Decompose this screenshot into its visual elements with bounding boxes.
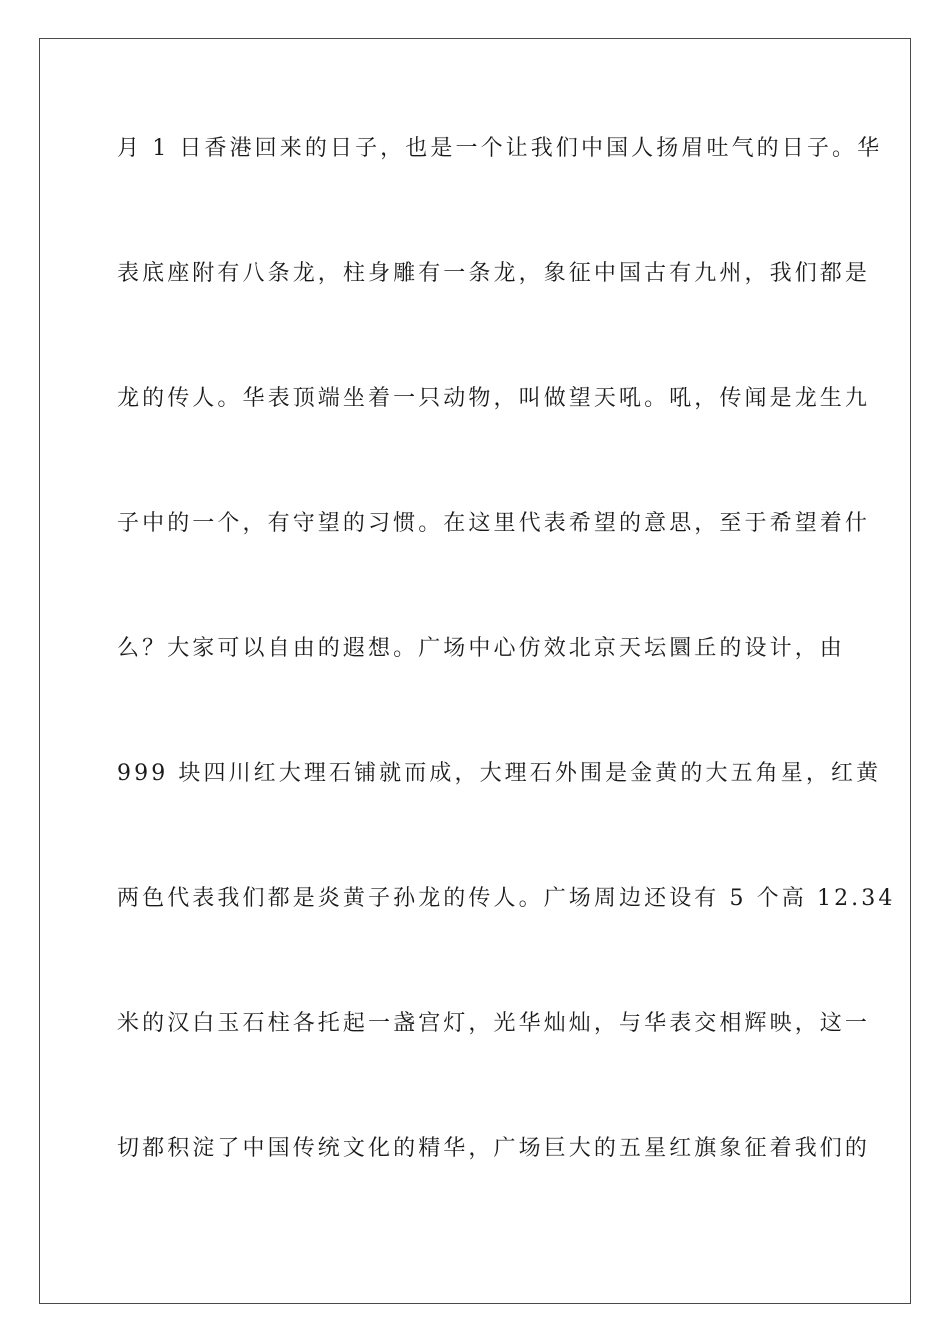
text-line: 月 1 日香港回来的日子，也是一个让我们中国人扬眉吐气的日子。华 xyxy=(117,136,883,161)
text-line: 表底座附有八条龙，柱身雕有一条龙，象征中国古有九州，我们都是 xyxy=(117,261,871,286)
text-line: 么？大家可以自由的遐想。广场中心仿效北京天坛圜丘的设计，由 xyxy=(117,636,845,661)
document-body-text xyxy=(117,128,896,1253)
text-line: 子中的一个，有守望的习惯。在这里代表希望的意思，至于希望着什 xyxy=(117,511,871,536)
text-line: 999 块四川红大理石铺就而成，大理石外围是金黄的大五角星，红黄 xyxy=(117,761,882,786)
text-line: 两色代表我们都是炎黄子孙龙的传人。广场周边还设有 5 个高 12.34 xyxy=(117,886,896,911)
text-line: 切都积淀了中国传统文化的精华，广场巨大的五星红旗象征着我们的 xyxy=(117,1136,871,1161)
text-line: 龙的传人。华表顶端坐着一只动物，叫做望天吼。吼，传闻是龙生九 xyxy=(117,386,871,411)
text-line: 米的汉白玉石柱各托起一盏宫灯，光华灿灿，与华表交相辉映，这一 xyxy=(117,1011,871,1036)
